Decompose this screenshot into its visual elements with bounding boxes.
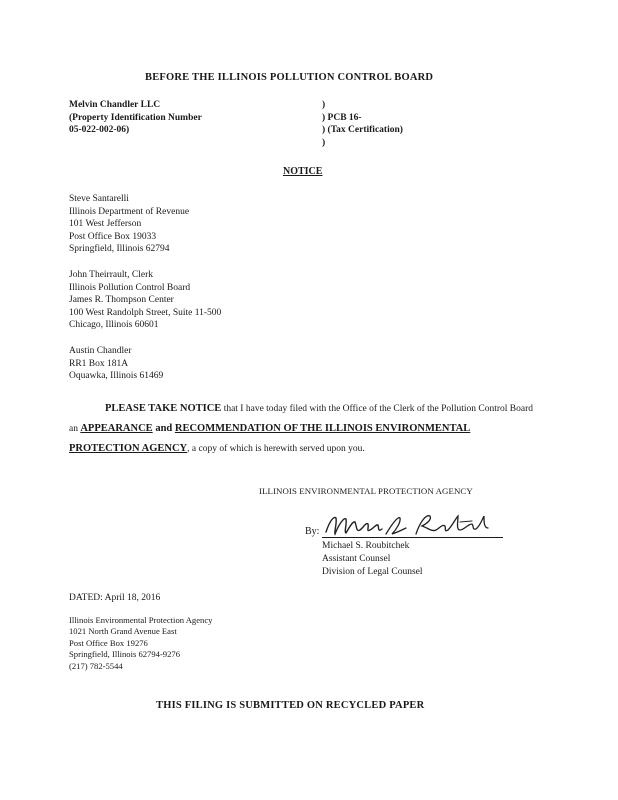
recipient-line: Oquawka, Illinois 61469 [69, 371, 164, 382]
recipient-line: 101 West Jefferson [69, 219, 142, 230]
recipient-line: John Theirrault, Clerk [69, 270, 153, 280]
dated-line: DATED: April 18, 2016 [69, 593, 161, 603]
agency-address-line: Springfield, Illinois 62794-9276 [69, 649, 180, 660]
notice-lead: PLEASE TAKE NOTICE [105, 403, 222, 414]
recipient-line: Illinois Department of Revenue [69, 206, 190, 217]
notice-body [69, 399, 539, 459]
caption-docket-line: ) (Tax Certification) [322, 125, 403, 136]
notice-text-end: , a copy of which is herewith served upon you. [187, 444, 365, 454]
recipient-line: James R. Thompson Center [69, 295, 174, 306]
agency-address-block [69, 615, 212, 672]
signer-line: Assistant Counsel [322, 554, 391, 564]
case-caption-party [69, 99, 202, 137]
notice-text: that I have today filed with the Office of the Clerk of the Pollution Control Board an [69, 404, 533, 434]
recipient-line: Chicago, Illinois 60601 [69, 320, 159, 331]
caption-docket-line: ) [322, 137, 326, 148]
caption-party-line: Melvin Chandler LLC [69, 100, 161, 110]
recipient-line: Steve Santarelli [69, 194, 129, 204]
notice-conjunction: and [152, 423, 175, 434]
filed-document-recommendation: RECOMMENDATION OF THE ILLINOIS ENVIRONMENTAL PROTECTION AGENCY [69, 423, 471, 454]
agency-address-line: 1021 North Grand Avenue East [69, 626, 177, 637]
agency-address-line: (217) 782-5544 [69, 660, 123, 671]
agency-address-line: Illinois Environmental Protection Agency [69, 615, 213, 625]
caption-docket-line: ) [322, 100, 326, 110]
recipient-block [69, 345, 163, 383]
recipient-line: 100 West Randolph Street, Suite 11-500 [69, 307, 222, 318]
agency-address-line: Post Office Box 19276 [69, 637, 148, 648]
caption-party-line: (Property Identification Number [69, 112, 202, 123]
recipient-block [69, 193, 189, 256]
recipient-line: Illinois Pollution Control Board [69, 282, 191, 293]
case-caption-docket [322, 99, 403, 149]
recipient-block [69, 269, 221, 332]
recipient-line: Post Office Box 19033 [69, 231, 157, 242]
signer-line: Michael S. Roubitchek [322, 541, 410, 551]
recycled-paper-footer: THIS FILING IS SUBMITTED ON RECYCLED PAPER [156, 700, 425, 711]
document-title: BEFORE THE ILLINOIS POLLUTION CONTROL BOARD [145, 72, 434, 83]
recipient-line: Austin Chandler [69, 346, 132, 356]
recipient-line: Springfield, Illinois 62794 [69, 244, 170, 255]
filed-document-appearance: APPEARANCE [80, 423, 153, 434]
signer-line: Division of Legal Counsel [322, 567, 423, 577]
agency-name: ILLINOIS ENVIRONMENTAL PROTECTION AGENCY [259, 486, 473, 496]
caption-docket-line: ) PCB 16- [322, 112, 362, 123]
caption-party-line: 05-022-002-06) [69, 125, 130, 136]
by-label: By: [305, 526, 320, 537]
notice-heading: NOTICE [283, 166, 323, 177]
handwritten-signature [322, 510, 502, 542]
recipient-line: RR1 Box 181A [69, 358, 129, 369]
signer-block [322, 540, 423, 579]
